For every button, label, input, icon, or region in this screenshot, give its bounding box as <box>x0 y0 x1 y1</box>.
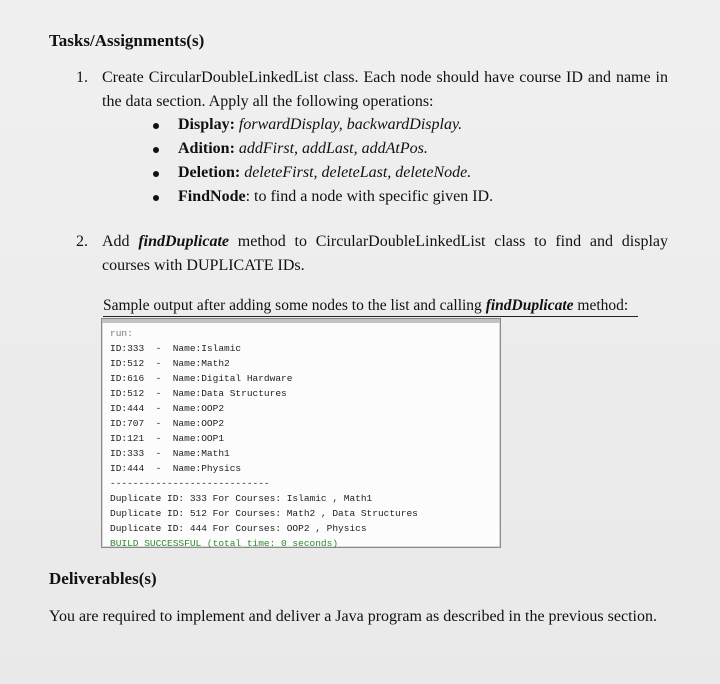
task-text: Create CircularDoubleLinkedList class. Each node should have course ID and name in the data section. Apply all the following operations: <box>102 69 668 110</box>
console-line: Duplicate ID: 512 For Courses: Math2 , Data Structures <box>110 508 418 519</box>
console-line: ID:512 - Name:Data Structures <box>110 388 287 399</box>
console-line: Duplicate ID: 444 For Courses: OOP2 , Physics <box>110 523 367 534</box>
caption-underline <box>103 316 638 317</box>
task-number: 2. <box>76 233 88 250</box>
build-status: BUILD SUCCESSFUL (total time: 0 seconds) <box>110 538 339 549</box>
console-line: Duplicate ID: 333 For Courses: Islamic , Math1 <box>110 493 373 504</box>
console-line: ID:333 - Name:Math1 <box>110 448 230 459</box>
console-text <box>110 326 418 551</box>
bullet-icon <box>153 123 159 129</box>
console-separator: ---------------------------- <box>110 478 270 489</box>
console-line: ID:707 - Name:OOP2 <box>110 418 225 429</box>
console-line: ID:444 - Name:Physics <box>110 463 242 474</box>
list-item: FindNode: to find a node with specific given ID. <box>150 185 650 209</box>
list-item: Deletion: deleteFirst, deleteLast, deleteNode. <box>150 161 650 185</box>
task-number: 1. <box>76 69 88 86</box>
tasks-heading: Tasks/Assignments(s) <box>49 31 205 50</box>
deliverables-text: You are required to implement and deliver a Java program as described in the previous section. <box>49 608 657 625</box>
console-line: ID:121 - Name:OOP1 <box>110 433 225 444</box>
bullet-icon <box>153 147 159 153</box>
bullet-icon <box>153 171 159 177</box>
list-item: Adition: addFirst, addLast, addAtPos. <box>150 137 650 161</box>
method-name: findDuplicate <box>138 233 229 250</box>
operations-list <box>150 113 650 209</box>
console-output-panel <box>101 318 501 548</box>
task-item-2 <box>76 230 668 278</box>
method-name: findDuplicate <box>485 297 574 314</box>
sample-caption: Sample output after adding some nodes to the list and calling findDuplicate method: <box>103 296 663 316</box>
console-line: ID:512 - Name:Math2 <box>110 358 230 369</box>
console-run-label: run: <box>110 328 133 339</box>
console-top-bar <box>102 319 500 323</box>
list-item: Display: forwardDisplay, backwardDisplay. <box>150 113 650 137</box>
console-line: ID:333 - Name:Islamic <box>110 343 242 354</box>
task-text: Add findDuplicate method to CircularDoubleLinkedList class to find and display courses with DUPLICATE IDs. <box>102 233 668 274</box>
console-line: ID:616 - Name:Digital Hardware <box>110 373 293 384</box>
task-item-1 <box>76 66 668 114</box>
console-line: ID:444 - Name:OOP2 <box>110 403 225 414</box>
deliverables-heading: Deliverables(s) <box>49 569 157 588</box>
bullet-icon <box>153 195 159 201</box>
